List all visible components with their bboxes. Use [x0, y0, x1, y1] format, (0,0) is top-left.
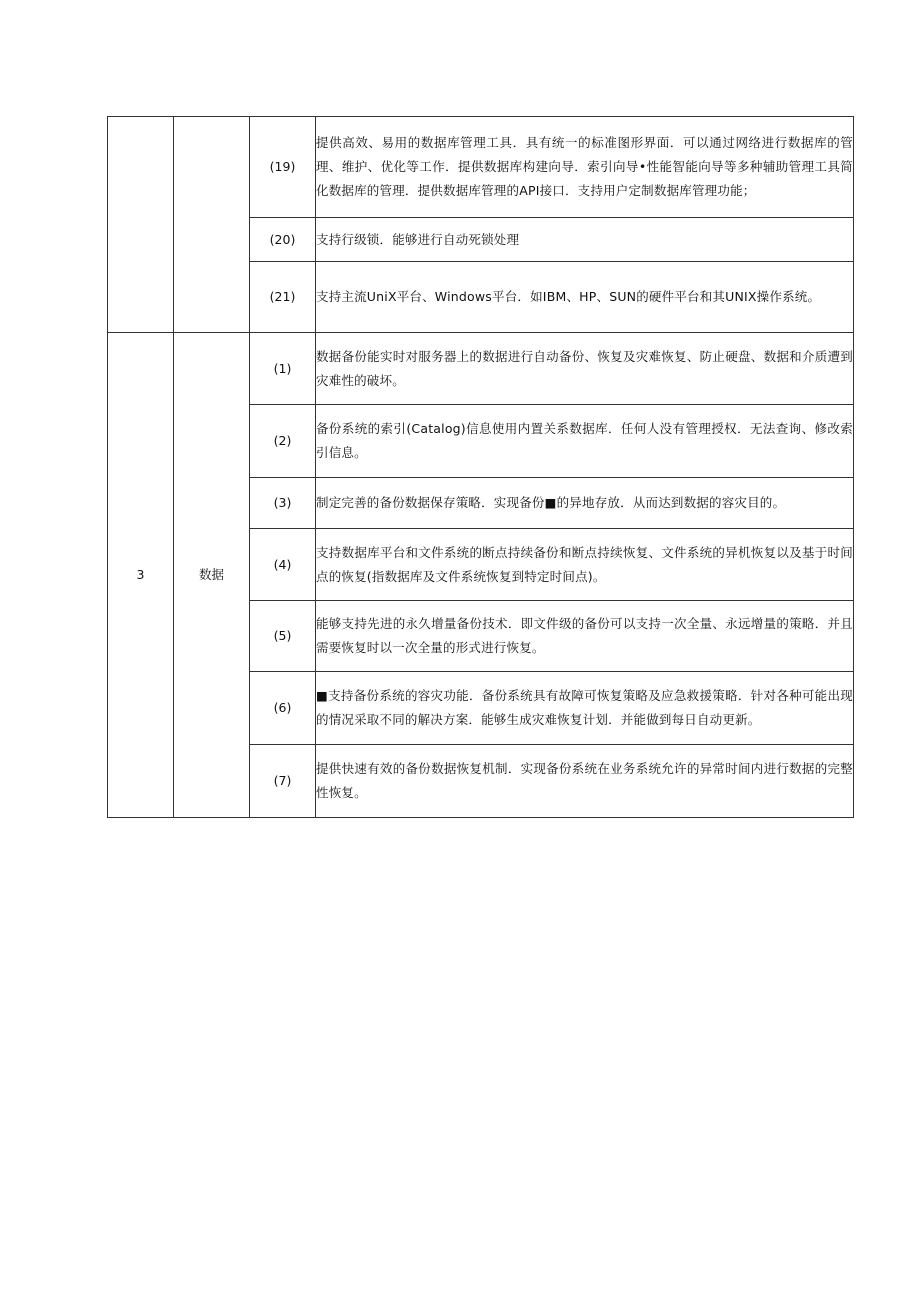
- item-number: (1): [250, 333, 316, 405]
- group-category-cell: [174, 117, 250, 333]
- item-text: 数据备份能实时对服务器上的数据进行自动备份、恢复及灾难恢复、防止硬盘、数据和介质遭到灾难性的破坏。: [316, 333, 854, 405]
- requirements-table: [107, 116, 854, 818]
- item-text: 备份系统的索引(Catalog)信息使用内置关系数据库．任何人没有管理授权．无法查询、修改索引信息。: [316, 405, 854, 478]
- group-index-cell: 3: [108, 333, 174, 818]
- item-number: (21): [250, 262, 316, 333]
- item-text: 支持主流UniX平台、Windows平台．如IBM、HP、SUN的硬件平台和其UNIX操作系统。: [316, 262, 854, 333]
- table-row: [108, 333, 854, 405]
- item-number: (5): [250, 601, 316, 672]
- item-text: 提供快速有效的备份数据恢复机制．实现备份系统在业务系统允许的异常时间内进行数据的完整性恢复。: [316, 745, 854, 818]
- item-number: (20): [250, 218, 316, 262]
- item-number: (7): [250, 745, 316, 818]
- item-text: ■支持备份系统的容灾功能．备份系统具有故障可恢复策略及应急救援策略．针对各种可能出现的情况采取不同的解决方案．能够生成灾难恢复计划．并能做到每日自动更新。: [316, 672, 854, 745]
- item-text: 提供高效、易用的数据库管理工具．具有统一的标准图形界面．可以通过网络进行数据库的管理、维护、优化等工作．提供数据库构建向导．索引向导•性能智能向导等多种辅助管理工具简化数据库的管理．提供数据库管理的API接口．支持用户定制数据库管理功能；: [316, 117, 854, 218]
- group-index-cell: [108, 117, 174, 333]
- item-text: 支持行级锁．能够进行自动死锁处理: [316, 218, 854, 262]
- item-text: 制定完善的备份数据保存策略．实现备份■的异地存放．从而达到数据的容灾目的。: [316, 478, 854, 529]
- group-category-cell: 数据: [174, 333, 250, 818]
- item-number: (6): [250, 672, 316, 745]
- item-number: (19): [250, 117, 316, 218]
- item-text: 能够支持先进的永久增量备份技术．即文件级的备份可以支持一次全量、永远增量的策略．并且需要恢复时以一次全量的形式进行恢复。: [316, 601, 854, 672]
- table-row: [108, 117, 854, 218]
- item-number: (3): [250, 478, 316, 529]
- item-number: (2): [250, 405, 316, 478]
- item-text: 支持数据库平台和文件系统的断点持续备份和断点持续恢复、文件系统的异机恢复以及基于时间点的恢复(指数据库及文件系统恢复到特定时间点)。: [316, 529, 854, 601]
- item-number: (4): [250, 529, 316, 601]
